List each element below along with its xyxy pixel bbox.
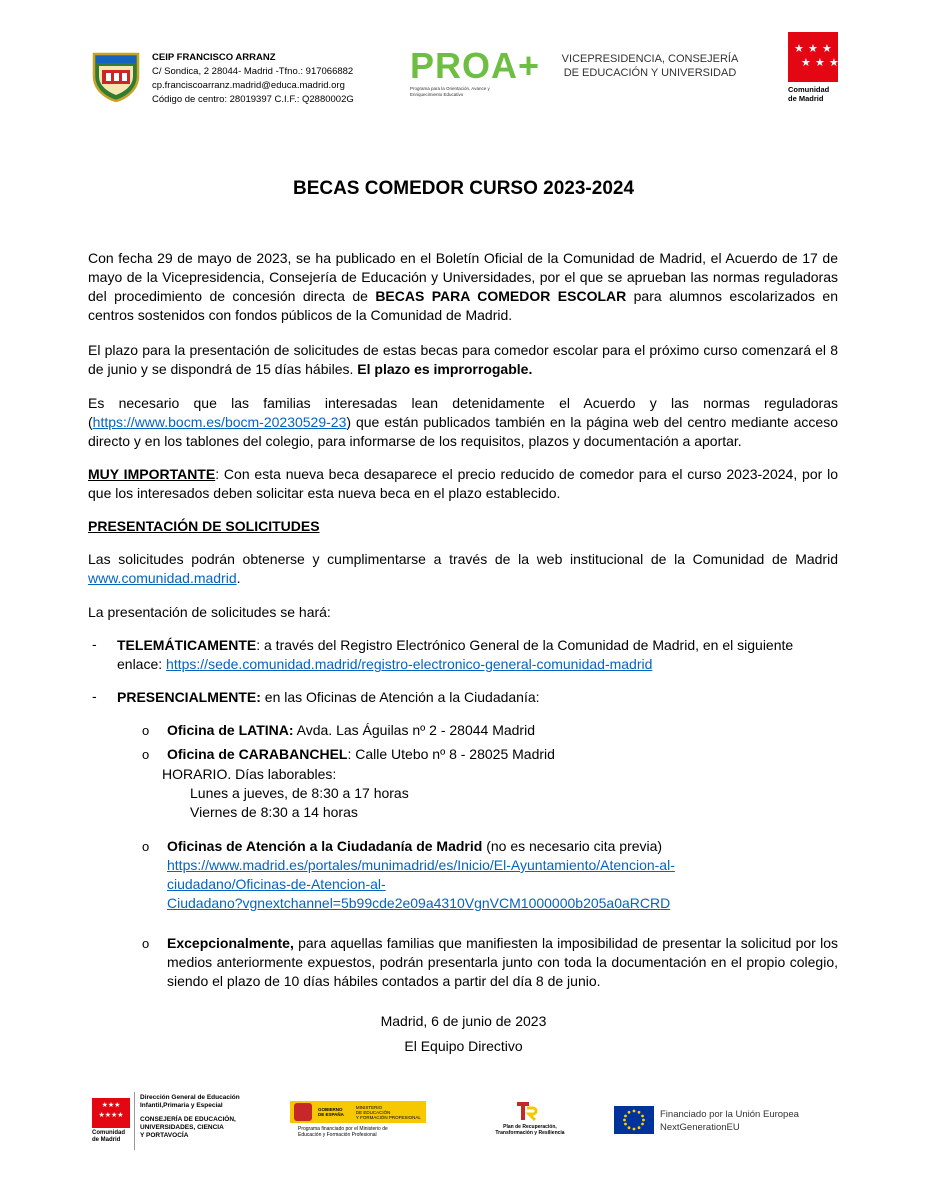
- office-latina: [167, 721, 535, 740]
- paragraph-read-rules: [88, 394, 838, 451]
- school-code: Código de centro: 28019397 C.I.F.: Q2880002G: [152, 94, 354, 105]
- office-carabanchel: [167, 745, 555, 764]
- gob-line2: DE ESPAÑA: [318, 1112, 344, 1117]
- madrid-offices-bold: Oficinas de Atención a la Ciudadanía de Madrid: [167, 838, 483, 854]
- footer-divider: [134, 1092, 135, 1150]
- svg-text:★: ★: [815, 56, 825, 69]
- comunidad-madrid-link[interactable]: www.comunidad.madrid: [88, 570, 237, 586]
- comunidad-madrid-logo: [788, 32, 838, 103]
- p1-bold: BECAS PARA COMEDOR ESCOLAR: [375, 288, 627, 304]
- min-line1: MINISTERIO: [355, 1104, 383, 1110]
- dg-line4: UNIVERSIDADES, CIENCIA: [140, 1124, 224, 1131]
- p1-text-b: para alumnos escolarizados en centros sostenidos con fondos públicos de la Comunidad de Madrid.: [88, 288, 838, 323]
- proa-subtitle: Programa para la Orientación, Avance y Enriquecimiento Educativo: [410, 86, 490, 97]
- circle-bullet: o: [142, 839, 150, 854]
- svg-text:★: ★: [794, 42, 804, 55]
- madrid-offices-link-line3[interactable]: Ciudadano?vgnextchannel=5b99cde2e09a4310VgnVCM1000000b205a0aRCRD: [167, 895, 671, 911]
- footer-madrid-flag-icon: ★★★ ★★★★: [92, 1098, 130, 1128]
- footer-cm-line2: de Madrid: [92, 1137, 121, 1143]
- closing-date: Madrid, 6 de junio de 2023: [380, 1013, 547, 1029]
- svg-text:★: ★: [801, 56, 811, 69]
- exceptional-bold: Excepcionalmente,: [167, 935, 294, 951]
- carabanchel-address: : Calle Utebo nº 8 - 28025 Madrid: [347, 746, 555, 762]
- school-address: C/ Sondica, 2 28044- Madrid -Tfno.: 917066882: [152, 66, 354, 77]
- proa-logo: [410, 45, 541, 98]
- vp-line2: DE EDUCACIÓN Y UNIVERSIDAD: [563, 67, 737, 79]
- school-email: cp.franciscoarranz.madrid@educa.madrid.org: [152, 80, 345, 91]
- prtr-line1: Plan de Recuperación,: [503, 1124, 557, 1130]
- eu-text: [660, 1108, 799, 1134]
- dg-line3: CONSEJERÍA DE EDUCACIÓN,: [140, 1116, 236, 1123]
- p2-text-a: El plazo para la presentación de solicitudes de estas becas para comedor escolar para el próximo curso comenzará el 8 de junio y se dispondrá de 15 días hábiles.: [88, 342, 838, 377]
- p3-text-a: Es necesario que las familias interesadas lean detenidamente el Acuerdo y las normas reguladoras (: [88, 395, 838, 430]
- dg-line5: Y PORTAVOCÍA: [140, 1132, 189, 1139]
- footer-financing-text: [298, 1126, 438, 1138]
- svg-text:★: ★: [822, 42, 832, 55]
- p2-bold: El plazo es improrrogable.: [357, 361, 533, 377]
- min-line3: Y FORMACIÓN PROFESIONAL: [355, 1114, 421, 1120]
- gobierno-espana-logo: [290, 1101, 426, 1123]
- telematic-bold: TELEMÁTICAMENTE: [117, 637, 257, 653]
- gob-line1: GOBIERNO: [318, 1107, 343, 1112]
- circle-bullet: o: [142, 747, 150, 762]
- item-presencial: [117, 688, 540, 707]
- dash-bullet: -: [92, 688, 97, 704]
- circle-bullet: o: [142, 936, 150, 951]
- eu-flag-icon: [614, 1106, 654, 1134]
- cm-line1: Comunidad: [788, 85, 830, 94]
- madrid-offices-link-line2[interactable]: ciudadano/Oficinas-de-Atencion-al-: [167, 876, 386, 892]
- p5-text-b: .: [236, 570, 241, 586]
- madrid-offices-link-line1[interactable]: https://www.madrid.es/portales/munimadrid/es/Inicio/El-Ayuntamiento/Atencion-al-: [167, 857, 675, 873]
- prtr-text: [485, 1124, 575, 1136]
- sede-registro-link[interactable]: https://sede.comunidad.madrid/registro-electronico-general-comunidad-madrid: [166, 656, 653, 672]
- fin-line2: Educación y Formación Profesional: [298, 1132, 377, 1138]
- section-heading: PRESENTACIÓN DE SOLICITUDES: [88, 518, 320, 534]
- min-line2: DE EDUCACIÓN: [355, 1109, 391, 1115]
- office-madrid: [167, 837, 837, 913]
- paragraph-important: [88, 465, 838, 503]
- latina-bold: Oficina de LATINA:: [167, 722, 294, 738]
- paragraph-presentation: La presentación de solicitudes se hará:: [88, 604, 331, 620]
- telematic-text: : a través del Registro Electrónico General de la Comunidad de Madrid, en el siguiente enlace:: [117, 637, 794, 672]
- cm-line2: de Madrid: [788, 94, 824, 103]
- fin-line1: Programa financiado por el Ministerio de: [298, 1126, 388, 1132]
- item-telematic: [117, 636, 817, 674]
- svg-text:★: ★: [829, 57, 838, 69]
- circle-bullet: o: [142, 723, 150, 738]
- footer-cm-logo: [92, 1098, 132, 1144]
- dg-line1: Dirección General de Educación: [140, 1094, 240, 1101]
- school-badge: [90, 50, 142, 102]
- school-info: [152, 51, 354, 107]
- madrid-offices-note: (no es necesario cita previa): [482, 838, 663, 854]
- dg-line2: Infantil,Primaria y Especial: [140, 1102, 223, 1109]
- p1-text-a: Con fecha 29 de mayo de 2023, se ha publicado en el Boletín Oficial de la Comunidad de Madrid, el Acuerdo de 17 de mayo de la Vicepresidencia, Consejería de Educación y Universidades, por el que se aprueban las normas reguladoras del procedimiento de concesión directa de: [88, 250, 838, 304]
- bocm-link[interactable]: https://www.bocm.es/bocm-20230529-23: [92, 414, 347, 430]
- exceptional-text: para aquellas familias que manifiesten la imposibilidad de presentar la solicitud por los medios anteriormente expuestos, podrán presentarla junto con toda la documentación en el propio colegio, siendo el plazo de 10 días hábiles contados a partir del día 8 de junio.: [167, 935, 838, 989]
- p5-text-a: Las solicitudes podrán obtenerse y cumplimentarse a través de la web institucional de la Comunidad de Madrid: [88, 551, 838, 567]
- proa-word: PROA: [410, 45, 519, 86]
- paragraph-deadline: [88, 341, 838, 379]
- footer-cm-line1: Comunidad: [92, 1130, 125, 1136]
- schedule-line1: Lunes a jueves, de 8:30 a 17 horas: [190, 785, 409, 801]
- vicepresidencia-header: [555, 52, 745, 80]
- vp-line1: VICEPRESIDENCIA, CONSEJERÍA: [561, 53, 739, 65]
- eu-line1: Financiado por la Unión Europea: [660, 1109, 799, 1120]
- prtr-logo-icon: [515, 1100, 539, 1122]
- prtr-line2: Transformación y Resiliencia: [495, 1130, 565, 1136]
- eu-line2: NextGenerationEU: [660, 1122, 740, 1133]
- p3-text-b: ) que están publicados también en la página web del centro mediante acceso directo y en los tablones del colegio, para informarse de los requisitos, plazos y documentación a aportar.: [88, 414, 838, 449]
- schedule-line2: Viernes de 8:30 a 14 horas: [190, 804, 358, 820]
- p4-text-a: : Con esta nueva beca desaparece el precio reducido de comedor para el curso 2023-2024, por lo que los interesados deben solicitar esta nueva beca en el plazo establecido.: [88, 466, 838, 501]
- school-name: CEIP FRANCISCO ARRANZ: [152, 52, 276, 63]
- proa-plus: +: [518, 45, 541, 86]
- carabanchel-bold: Oficina de CARABANCHEL: [167, 746, 348, 762]
- paragraph-publication: [88, 249, 838, 325]
- presencial-bold: PRESENCIALMENTE:: [117, 689, 261, 705]
- p4-bold: MUY IMPORTANTE: [88, 466, 216, 482]
- exceptional-paragraph: [167, 934, 838, 991]
- schedule-heading: HORARIO. Días laborables:: [162, 766, 337, 782]
- presencial-text: en las Oficinas de Atención a la Ciudadanía:: [260, 689, 540, 705]
- dash-bullet: -: [92, 636, 97, 652]
- svg-text:★: ★: [808, 42, 818, 55]
- page-title: BECAS COMEDOR CURSO 2023-2024: [292, 178, 635, 199]
- spain-coat-icon: [294, 1103, 312, 1121]
- paragraph-web: [88, 550, 838, 588]
- latina-address: Avda. Las Águilas nº 2 - 28044 Madrid: [293, 722, 535, 738]
- footer-dg-text: [140, 1094, 250, 1140]
- madrid-flag-icon: [788, 32, 838, 82]
- closing-signature: El Equipo Directivo: [404, 1038, 523, 1054]
